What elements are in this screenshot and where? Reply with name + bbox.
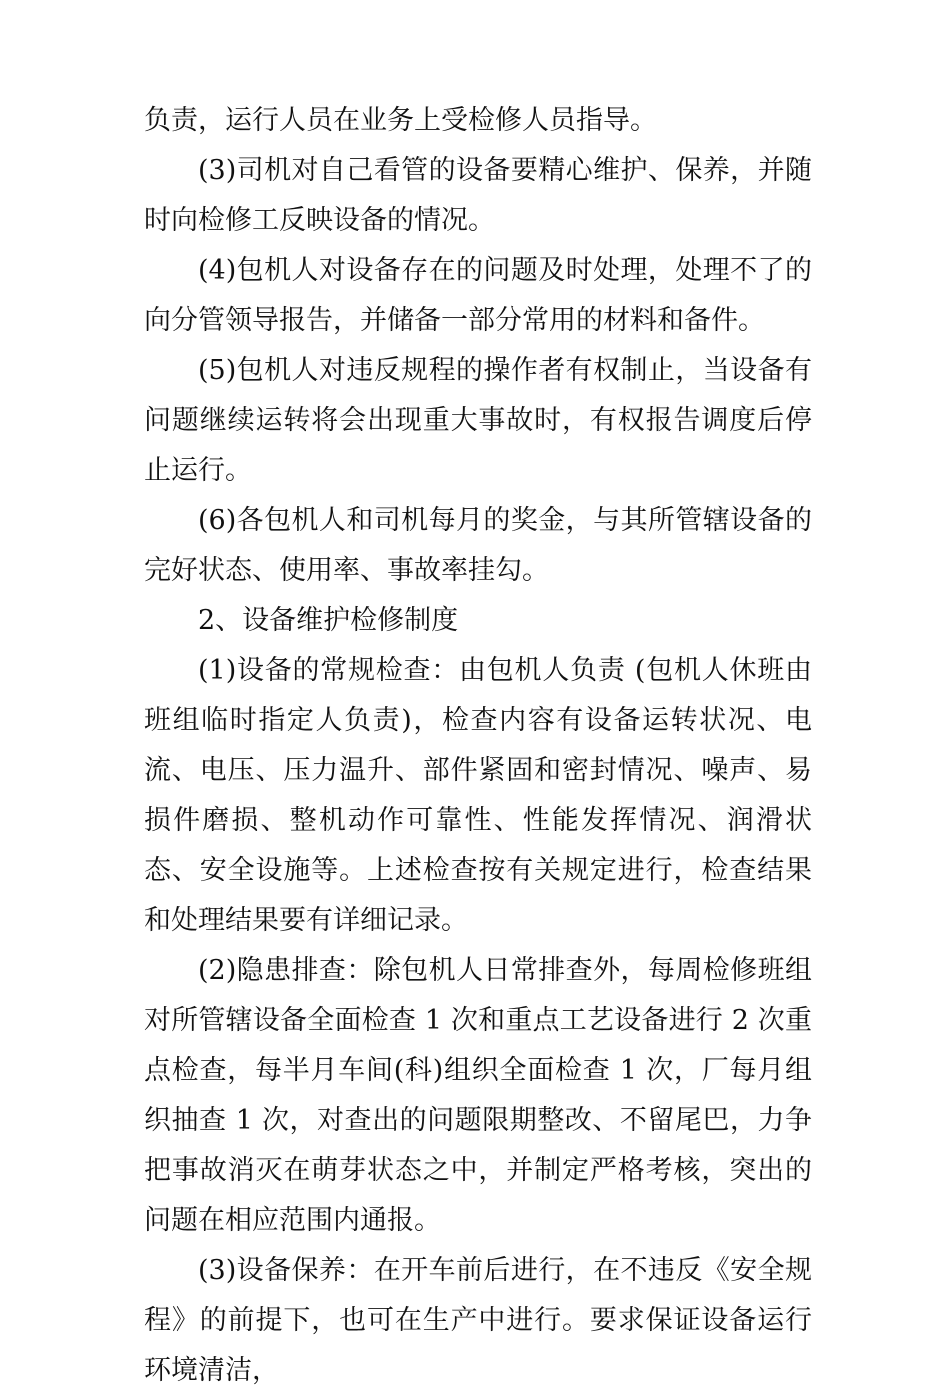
paragraph-item-2-hazard-check: (2)隐患排查：除包机人日常排查外，每周检修班组对所管辖设备全面检查 1 次和重点工艺设备进行 2 次重点检查，每半月车间(科)组织全面检查 1 次，厂每月组织抽查 1 次，对查出的问题限期整改、不留尾巴，力争把事故消灭在萌芽状态之中，并制定严格考核，突出的问题在相应范围内通报。	[144, 955, 812, 1236]
paragraph-item-1-routine-inspection: (1)设备的常规检查：由包机人负责 (包机人休班由班组临时指定人负责)，检查内容有设备运转状况、电流、电压、压力温升、部件紧固和密封情况、噪声、易损件磨损、整机动作可靠性、性能发挥情况、润滑状态、安全设施等。上述检查按有关规定进行，检查结果和处理结果要有详细记录。	[144, 655, 812, 936]
paragraph-item-5-stop-violations: (5)包机人对违反规程的操作者有权制止，当设备有问题继续运转将会出现重大事故时，有权报告调度后停止运行。	[144, 355, 812, 486]
document-body	[144, 96, 812, 1396]
paragraph-item-3-driver-maintenance: (3)司机对自己看管的设备要精心维护、保养，并随时向检修工反映设备的情况。	[144, 155, 812, 236]
section-heading-maintenance-system: 2、设备维护检修制度	[198, 605, 459, 636]
paragraph-continuation: 负责，运行人员在业务上受检修人员指导。	[144, 105, 657, 136]
paragraph-item-4-problem-handling: (4)包机人对设备存在的问题及时处理，处理不了的向分管领导报告，并储备一部分常用的材料和备件。	[144, 255, 812, 336]
paragraph-item-3-equipment-care: (3)设备保养：在开车前后进行，在不违反《安全规程》的前提下，也可在生产中进行。要求保证设备运行环境清洁，	[144, 1255, 812, 1386]
paragraph-item-6-bonus: (6)各包机人和司机每月的奖金，与其所管辖设备的完好状态、使用率、事故率挂勾。	[144, 505, 812, 586]
